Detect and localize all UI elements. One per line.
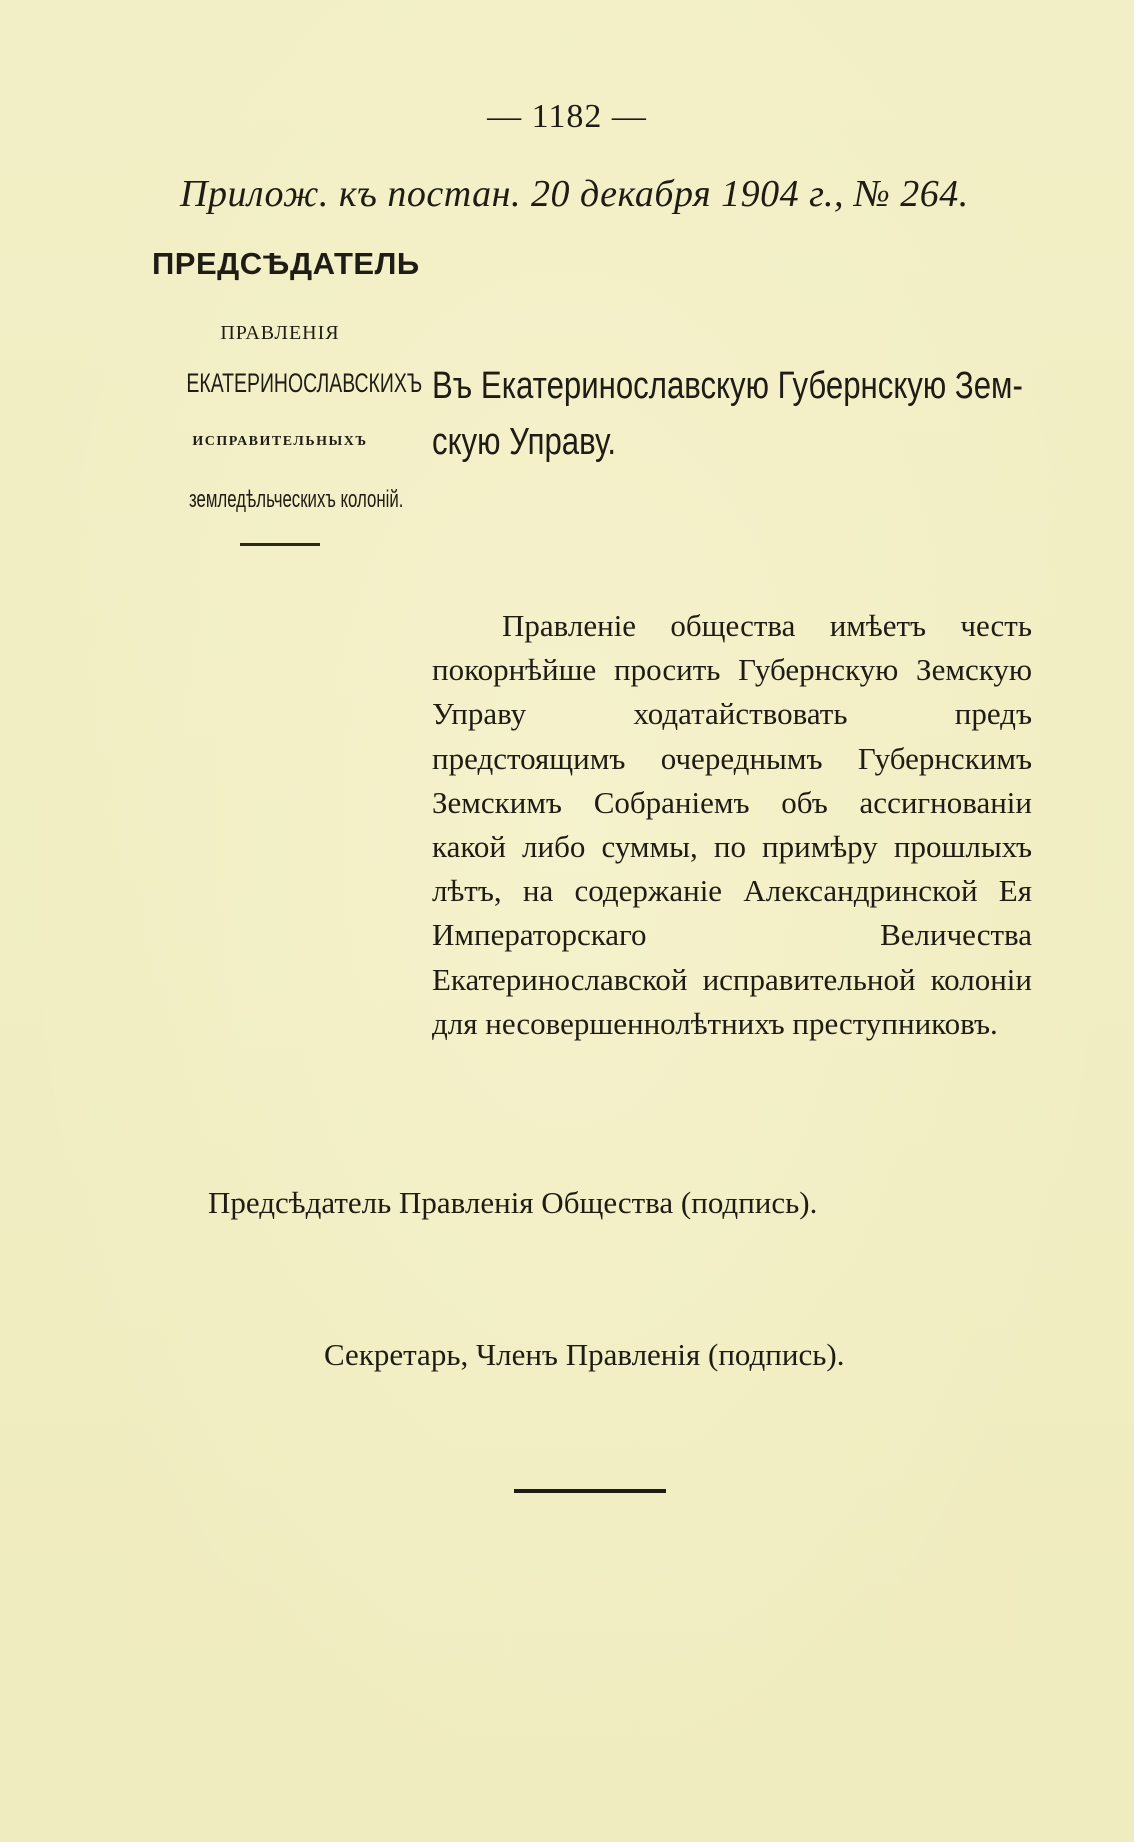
- addressee-line: Въ Екатеринославскую Губернскую Зем-: [432, 365, 1023, 407]
- chairman-signature: Предсѣдатель Правленія Общества (подпись).: [208, 1185, 818, 1220]
- addressee-block: [432, 358, 1033, 470]
- letterhead-divider: [240, 543, 320, 546]
- body-paragraph: [432, 604, 1032, 1046]
- page-number: — 1182 —: [487, 98, 647, 135]
- closing-divider: [514, 1489, 666, 1493]
- letterhead-line: ЕКАТЕРИНОСЛАВСКИХЪ: [186, 368, 423, 398]
- letterhead-line: ПРАВЛЕНІЯ: [220, 322, 340, 344]
- secretary-signature: Секретарь, Членъ Правленія (подпись).: [324, 1337, 845, 1372]
- addressee-line: скую Управу.: [432, 421, 617, 463]
- letterhead-line: земледѣльческихъ колоній.: [189, 486, 404, 513]
- body-paragraph-text: Правленіе общества имѣетъ честь покорнѣйше просить Губернскую Земскую Управу ходатайствовать предъ предстоящимъ очереднымъ Губернскимъ Земскимъ Собраніемъ объ ассигнованіи какой либо суммы, по примѣру прошлыхъ лѣтъ, на содержаніе Александринской Ея Императорскаго Величества Екатеринославской исправительной колоніи для несовершеннолѣтнихъ преступниковъ.: [432, 608, 1032, 1041]
- letterhead-line: ИСПРАВИТЕЛЬНЫХЪ: [192, 434, 368, 449]
- letterhead-title: ПРЕДСѢДАТЕЛЬ: [152, 246, 420, 281]
- appendix-reference: Прилож. къ постан. 20 декабря 1904 г., № 264.: [180, 173, 969, 215]
